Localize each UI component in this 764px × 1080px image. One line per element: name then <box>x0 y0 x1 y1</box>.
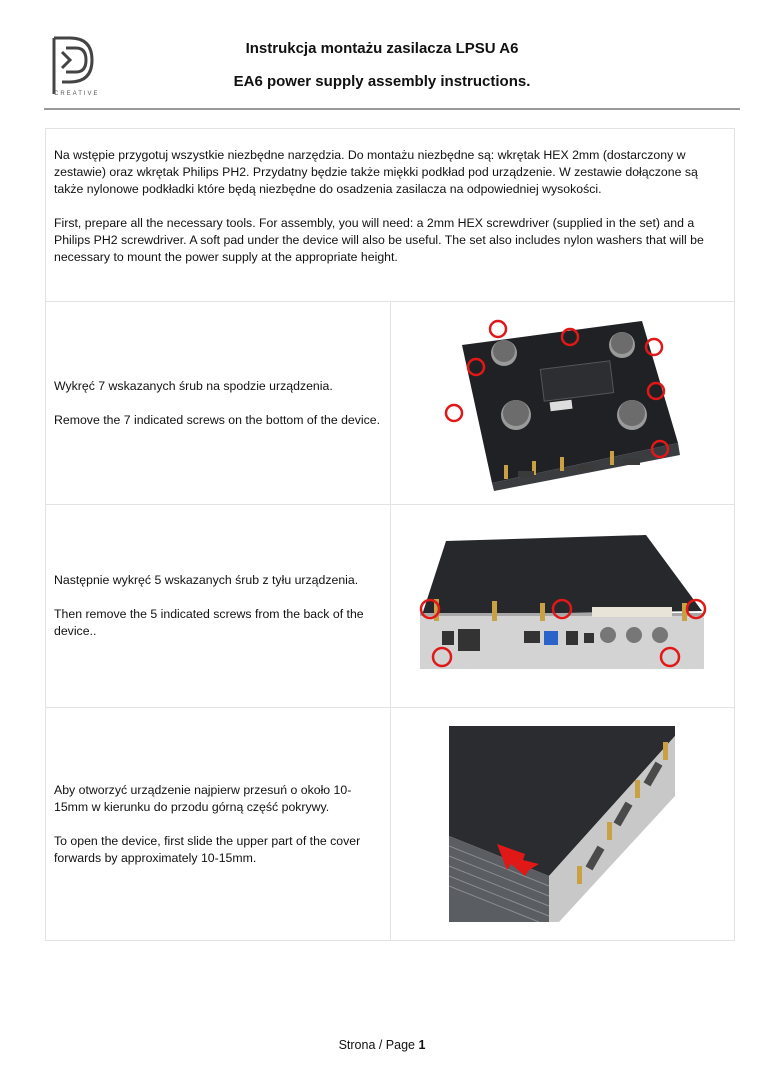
page-footer <box>0 1038 764 1052</box>
step-row <box>46 505 735 708</box>
footer-label: Strona / Page <box>338 1038 419 1052</box>
instruction-table <box>45 128 735 941</box>
intro-text-polish: Na wstępie przygotuj wszystkie niezbędne narzędzia. Do montażu niezbędne są: wkrętak HEX 2mm (dostarczony w zestawie) oraz wkrętak Philips PH2. Przydatny będzie także miękki podkład pod urządzenie. W zestawie dołączone są także nylonowe podkładki które będą niezbędne do osadzenia zasilacza na odpowiedniej wysokości. <box>54 148 698 196</box>
step-text-english: To open the device, first slide the upper part of the cover forwards by approximately 10-15mm. <box>54 833 361 865</box>
step-text-polish: Następnie wykręć 5 wskazanych śrub z tyłu urządzenia. <box>54 573 359 587</box>
logo-subtitle: CREATIVE <box>54 91 100 97</box>
step-image-cell <box>390 708 735 941</box>
step-text-cell <box>46 302 391 505</box>
step-row <box>46 708 735 941</box>
step-text-cell <box>46 505 391 708</box>
page-title-english: EA6 power supply assembly instructions. <box>233 73 531 90</box>
page-number: 1 <box>418 1038 426 1052</box>
intro-row <box>46 129 735 302</box>
page-header <box>0 0 764 112</box>
device-bottom-photo <box>442 315 682 491</box>
step-text-cell <box>46 708 391 941</box>
step-text-polish: Wykręć 7 wskazanych śrub na spodzie urządzenia. <box>54 378 333 393</box>
intro-cell <box>46 129 735 302</box>
step-text-polish: Aby otworzyć urządzenie najpierw przesuń o około 10-15mm w kierunku do przodu górną część pokrywy. <box>54 782 352 814</box>
device-back-photo <box>412 531 712 681</box>
step-text-english: Then remove the 5 indicated screws from the back of the device.. <box>54 607 364 638</box>
step-image-cell <box>390 505 735 708</box>
intro-text-english: First, prepare all the necessary tools. For assembly, you will need: a 2mm HEX screwdriver (supplied in the set) and a Philips PH2 screwdriver. A soft pad under the device will also be useful. The set also includes nylon washers that will be necessary to mount the power supply at the appropriate height. <box>54 216 704 264</box>
device-cover-slide-photo <box>449 726 675 922</box>
page-title-polish: Instrukcja montażu zasilacza LPSU A6 <box>245 40 519 57</box>
step-image-cell <box>390 302 735 505</box>
step-row <box>46 302 735 505</box>
step-text-english: Remove the 7 indicated screws on the bottom of the device. <box>54 412 381 427</box>
header-divider <box>44 108 740 110</box>
